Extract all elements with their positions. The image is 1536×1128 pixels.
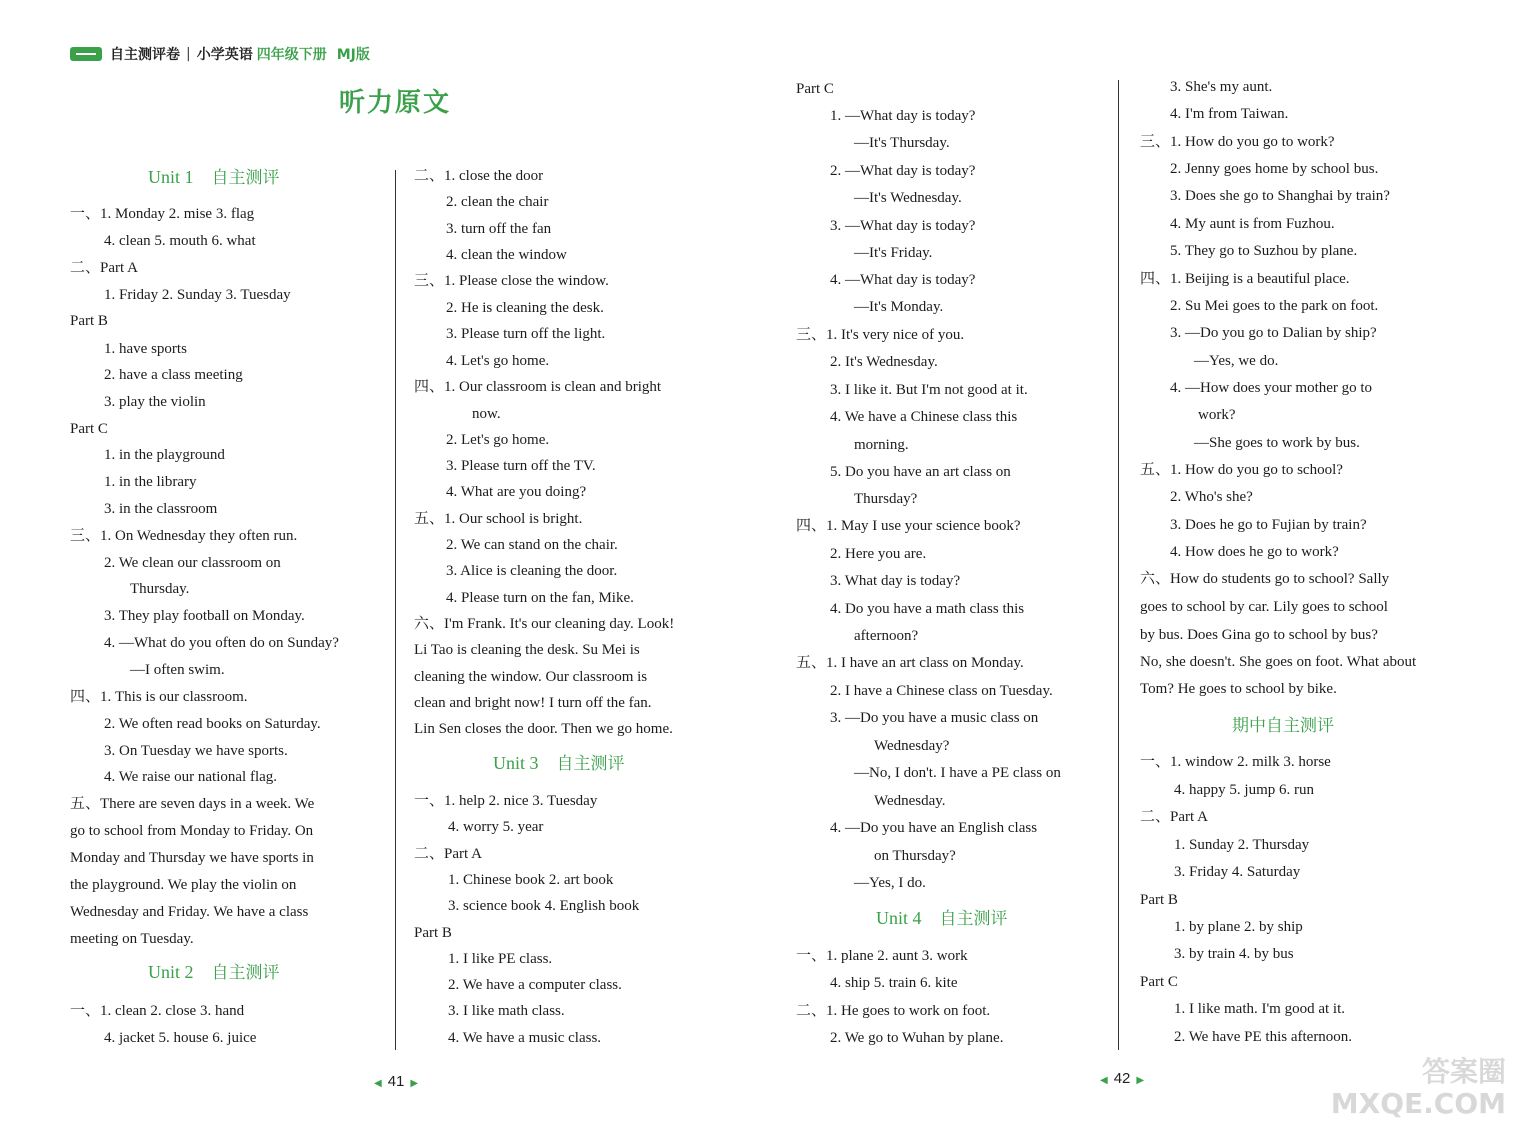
text-line: go to school from Monday to Friday. On — [70, 823, 314, 839]
section-unit2-zh: 自主测评 — [211, 963, 280, 983]
text-line: 1. I like math. I'm good at it. — [1174, 1001, 1346, 1017]
text-line: 五、1. I have an art class on Monday. — [796, 655, 1024, 671]
text-line: 3. —Do you have a music class on — [830, 710, 1039, 726]
text-line: —She goes to work by bus. — [1194, 435, 1360, 451]
text-line: Part C — [1140, 974, 1178, 990]
text-line: Part B — [414, 925, 452, 941]
text-line: 2. Here you are. — [830, 546, 927, 562]
section-unit3-zh: 自主测评 — [556, 754, 625, 774]
text-line: 2. Who's she? — [1170, 489, 1253, 505]
text-line: on Thursday? — [874, 848, 956, 864]
text-line: —No, I don't. I have a PE class on — [854, 765, 1061, 781]
prev-arrow-icon: ◀ — [374, 1078, 382, 1089]
text-line: cleaning the window. Our classroom is — [414, 669, 648, 685]
text-line: 2. clean the chair — [446, 194, 549, 210]
text-line: 一、1. Monday 2. mise 3. flag — [70, 206, 255, 222]
text-line: Tom? He goes to school by bike. — [1140, 681, 1337, 697]
page-number-left — [368, 1073, 424, 1090]
page-title: 听力原文 — [338, 88, 451, 118]
text-line: 4. Please turn on the fan, Mike. — [446, 590, 634, 606]
column-divider — [395, 170, 396, 1050]
edition-label: MJ版 — [336, 47, 370, 63]
text-line: work? — [1198, 407, 1236, 423]
text-line: 二、Part A — [70, 260, 138, 276]
text-line: 3. What day is today? — [830, 573, 961, 589]
text-line: 四、1. Our classroom is clean and bright — [414, 379, 662, 395]
book-title: 自主测评卷 — [110, 47, 180, 63]
text-line: 1. Sunday 2. Thursday — [1174, 837, 1310, 853]
text-line: —It's Thursday. — [854, 135, 950, 151]
text-line: Part C — [70, 421, 108, 437]
grade-label: 四年级下册 — [256, 47, 327, 63]
text-line: 3. Friday 4. Saturday — [1174, 864, 1301, 880]
text-line: Wednesday. — [874, 793, 946, 809]
text-line: —It's Monday. — [854, 299, 944, 315]
text-line: —Yes, I do. — [854, 875, 926, 891]
text-line: 3. play the violin — [104, 394, 206, 410]
text-line: 3. science book 4. English book — [448, 898, 640, 914]
text-line: 二、1. He goes to work on foot. — [796, 1003, 991, 1019]
text-line: 4. We raise our national flag. — [104, 769, 278, 785]
text-line: Wednesday and Friday. We have a class — [70, 904, 309, 920]
text-line: No, she doesn't. She goes on foot. What about — [1140, 654, 1417, 670]
text-line: 4. My aunt is from Fuzhou. — [1170, 216, 1335, 232]
text-line: 3. On Tuesday we have sports. — [104, 743, 288, 759]
text-line: 3. Alice is cleaning the door. — [446, 563, 618, 579]
text-line: 2. We often read books on Saturday. — [104, 716, 321, 732]
text-line: Part B — [70, 313, 108, 329]
text-line: 4. —What do you often do on Sunday? — [104, 635, 339, 651]
book-logo-icon — [70, 47, 102, 61]
column-divider — [1118, 80, 1119, 1050]
text-line: Thursday? — [854, 491, 918, 507]
text-line: 4. clean the window — [446, 247, 567, 263]
section-midterm — [1232, 716, 1334, 735]
section-unit2-en: Unit 2 — [148, 962, 194, 982]
text-line: 一、1. clean 2. close 3. hand — [70, 1003, 245, 1019]
text-line: clean and bright now! I turn off the fan. — [414, 695, 652, 711]
text-line: goes to school by car. Lily goes to school — [1140, 599, 1388, 615]
text-line: 4. Do you have a math class this — [830, 601, 1025, 617]
text-line: 4. —What day is today? — [830, 272, 976, 288]
section-unit2 — [148, 963, 280, 982]
text-line: 2. I have a Chinese class on Tuesday. — [830, 683, 1053, 699]
text-line: 3. Does he go to Fujian by train? — [1170, 517, 1367, 533]
text-line: 1. in the playground — [104, 447, 225, 463]
text-line: 3. —What day is today? — [830, 218, 976, 234]
text-line: 1. Chinese book 2. art book — [448, 872, 614, 888]
text-line: 一、1. window 2. milk 3. horse — [1140, 754, 1331, 770]
text-line: —It's Friday. — [854, 245, 933, 261]
text-line: 5. They go to Suzhou by plane. — [1170, 243, 1358, 259]
header-divider: | — [186, 46, 191, 62]
text-line: 3. —Do you go to Dalian by ship? — [1170, 325, 1377, 341]
text-line: 三、1. On Wednesday they often run. — [70, 528, 298, 544]
prev-arrow-icon: ◀ — [1100, 1075, 1108, 1086]
section-unit1-en: Unit 1 — [148, 167, 194, 187]
text-line: 四、1. May I use your science book? — [796, 518, 1021, 534]
text-line: 3. She's my aunt. — [1170, 79, 1273, 95]
text-line: 4. I'm from Taiwan. — [1170, 106, 1289, 122]
text-line: 1. have sports — [104, 341, 187, 357]
section-unit4-en: Unit 4 — [876, 908, 922, 928]
page-number-right — [1094, 1070, 1150, 1087]
text-line: 五、There are seven days in a week. We — [70, 796, 315, 812]
text-line: 3. Please turn off the TV. — [446, 458, 596, 474]
text-line: —It's Wednesday. — [854, 190, 962, 206]
watermark — [1331, 1056, 1506, 1120]
text-line: 2. Jenny goes home by school bus. — [1170, 161, 1379, 177]
text-line: 四、1. Beijing is a beautiful place. — [1140, 271, 1350, 287]
text-line: 五、1. Our school is bright. — [414, 511, 583, 527]
page-number-left-value: 41 — [387, 1073, 405, 1090]
text-line: Thursday. — [130, 581, 190, 597]
text-line: 3. by train 4. by bus — [1174, 946, 1294, 962]
text-line: 3. I like math class. — [448, 1003, 565, 1019]
text-line: 2. Let's go home. — [446, 432, 550, 448]
subject-label: 小学英语 — [196, 47, 253, 63]
text-line: 4. jacket 5. house 6. juice — [104, 1030, 257, 1046]
text-line: 2. We have a computer class. — [448, 977, 622, 993]
section-unit3 — [493, 754, 625, 773]
text-line: 4. —Do you have an English class — [830, 820, 1038, 836]
text-line: afternoon? — [854, 628, 919, 644]
section-unit3-en: Unit 3 — [493, 753, 539, 773]
text-line: 2. have a class meeting — [104, 367, 243, 383]
text-line: by bus. Does Gina go to school by bus? — [1140, 627, 1378, 643]
text-line: 四、1. This is our classroom. — [70, 689, 248, 705]
text-line: 3. Please turn off the light. — [446, 326, 606, 342]
text-line: 2. —What day is today? — [830, 163, 976, 179]
text-line: 4. worry 5. year — [448, 819, 544, 835]
text-line: 5. Do you have an art class on — [830, 464, 1011, 480]
text-line: 六、How do students go to school? Sally — [1140, 571, 1390, 587]
text-line: 2. We can stand on the chair. — [446, 537, 618, 553]
text-line: 2. It's Wednesday. — [830, 354, 938, 370]
text-line: 4. We have a music class. — [448, 1030, 602, 1046]
text-line: 2. We clean our classroom on — [104, 555, 281, 571]
text-line: 3. turn off the fan — [446, 221, 552, 237]
text-line: 3. in the classroom — [104, 501, 218, 517]
text-line: 2. We have PE this afternoon. — [1174, 1029, 1353, 1045]
text-line: 1. I like PE class. — [448, 951, 553, 967]
text-line: 一、1. help 2. nice 3. Tuesday — [414, 793, 598, 809]
text-line: 2. We go to Wuhan by plane. — [830, 1030, 1004, 1046]
text-line: 五、1. How do you go to school? — [1140, 462, 1343, 478]
text-line: morning. — [854, 437, 909, 453]
text-line: —Yes, we do. — [1194, 353, 1279, 369]
page-header — [70, 43, 370, 65]
section-unit1 — [148, 168, 280, 187]
text-line: Wednesday? — [874, 738, 950, 754]
text-line: 4. ship 5. train 6. kite — [830, 975, 958, 991]
section-unit4 — [876, 909, 1008, 928]
text-line: 二、Part A — [414, 846, 482, 862]
text-line: Lin Sen closes the door. Then we go home. — [414, 721, 673, 737]
text-line: Monday and Thursday we have sports in — [70, 850, 314, 866]
text-line: 六、I'm Frank. It's our cleaning day. Look! — [414, 616, 675, 632]
text-line: 4. How does he go to work? — [1170, 544, 1339, 560]
text-line: 2. Su Mei goes to the park on foot. — [1170, 298, 1379, 314]
section-unit1-zh: 自主测评 — [211, 168, 280, 188]
text-line: 4. happy 5. jump 6. run — [1174, 782, 1314, 798]
next-arrow-icon: ▶ — [410, 1078, 419, 1089]
text-line: 3. They play football on Monday. — [104, 608, 305, 624]
text-line: 一、1. plane 2. aunt 3. work — [796, 948, 968, 964]
text-line: now. — [472, 406, 501, 422]
text-line: 1. by plane 2. by ship — [1174, 919, 1303, 935]
text-line: 三、1. It's very nice of you. — [796, 327, 965, 343]
text-line: 4. We have a Chinese class this — [830, 409, 1018, 425]
text-line: Part C — [796, 81, 834, 97]
section-midterm-zh: 期中自主测评 — [1232, 716, 1334, 736]
text-line: 4. Let's go home. — [446, 353, 550, 369]
text-line: 1. —What day is today? — [830, 108, 976, 124]
next-arrow-icon: ▶ — [1136, 1075, 1145, 1086]
text-line: 二、Part A — [1140, 809, 1208, 825]
section-unit4-zh: 自主测评 — [939, 909, 1008, 929]
text-line: 三、1. Please close the window. — [414, 273, 609, 289]
text-line: —I often swim. — [130, 662, 225, 678]
text-line: 3. I like it. But I'm not good at it. — [830, 382, 1028, 398]
watermark-line1: 答案圈 — [1421, 1055, 1506, 1088]
text-line: 三、1. How do you go to work? — [1140, 134, 1335, 150]
page-number-right-value: 42 — [1113, 1070, 1131, 1087]
text-line: 3. Does she go to Shanghai by train? — [1170, 188, 1390, 204]
text-line: 1. Friday 2. Sunday 3. Tuesday — [104, 287, 291, 303]
text-line: 1. in the library — [104, 474, 197, 490]
text-line: 二、1. close the door — [414, 168, 544, 184]
text-line: 4. —How does your mother go to — [1170, 380, 1373, 396]
text-line: Li Tao is cleaning the desk. Su Mei is — [414, 642, 640, 658]
text-line: 4. What are you doing? — [446, 484, 587, 500]
text-line: 4. clean 5. mouth 6. what — [104, 233, 256, 249]
watermark-line2: MXQE.COM — [1330, 1087, 1506, 1120]
text-line: meeting on Tuesday. — [70, 931, 194, 947]
text-line: 2. He is cleaning the desk. — [446, 300, 604, 316]
text-line: Part B — [1140, 892, 1178, 908]
text-line: the playground. We play the violin on — [70, 877, 297, 893]
